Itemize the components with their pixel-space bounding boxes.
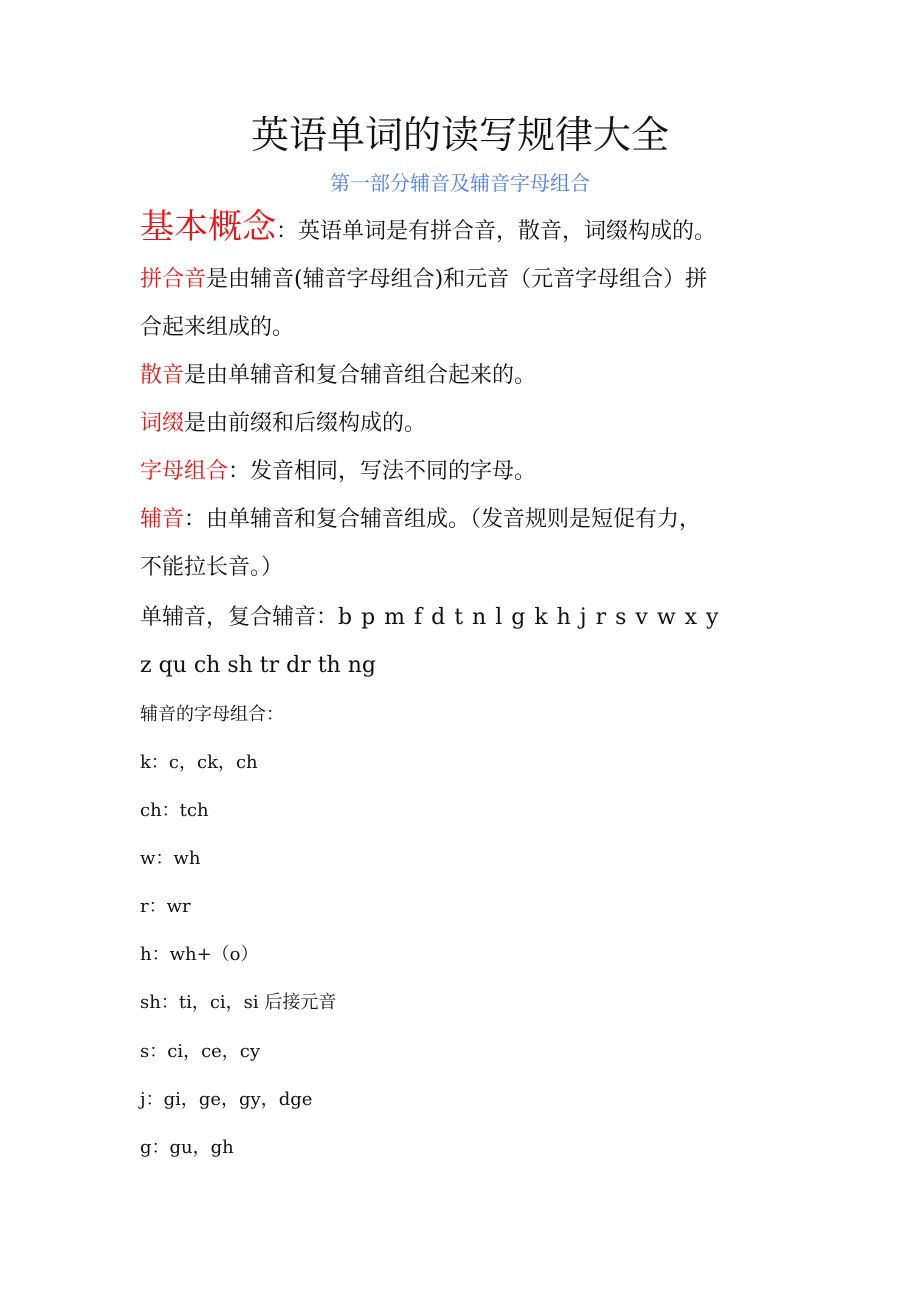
section-subtitle: 第一部分辅音及辅音字母组合 (330, 171, 590, 195)
term-label: 拼合音 (140, 267, 207, 292)
paragraph-text: z qu ch sh tr dr th ng (140, 653, 376, 678)
paragraph (140, 361, 536, 391)
paragraph (140, 651, 376, 681)
paragraph-text: 不能拉长音。） (140, 555, 284, 580)
paragraph (140, 265, 707, 295)
paragraph (140, 553, 283, 583)
term-label: 散音 (140, 363, 185, 388)
paragraph-basic-concept (140, 207, 717, 247)
paragraph (140, 409, 426, 439)
term-label: 基本概念 (140, 207, 276, 247)
term-label: 词缀 (140, 411, 185, 436)
paragraph-text: 是由前缀和后缀构成的。 (184, 411, 427, 436)
combo-item: r：wr (140, 896, 191, 917)
paragraph (140, 313, 294, 343)
paragraph-text: 合起来组成的。 (140, 315, 295, 340)
paragraph-text: 单辅音，复合辅音：b p m f d t n l g k h j r s v w x y (140, 605, 719, 630)
paragraph (140, 603, 719, 633)
term-label: 字母组合 (140, 459, 229, 484)
paragraph-text: ：英语单词是有拼合音，散音，词缀构成的。 (276, 219, 717, 244)
combo-item: g：gu，gh (140, 1137, 234, 1158)
combo-item: h：wh+（o） (140, 944, 259, 965)
combo-item: k：c，ck，ch (140, 752, 258, 773)
combo-item: w：wh (140, 848, 201, 869)
paragraph (140, 505, 701, 535)
paragraph-text: ：发音相同，写法不同的字母。 (228, 459, 537, 484)
paragraph-text: ：由单辅音和复合辅音组成。（发音规则是短促有力， (184, 507, 702, 532)
combo-item: s：ci，ce，cy (140, 1041, 261, 1062)
combo-item: ch：tch (140, 800, 209, 821)
paragraph (140, 457, 536, 487)
paragraph-text: 是由单辅音和复合辅音组合起来的。 (184, 363, 537, 388)
combos-heading: 辅音的字母组合： (140, 704, 284, 725)
term-label: 辅音 (140, 507, 185, 532)
document-title: 英语单词的读写规律大全 (250, 113, 669, 157)
paragraph-text: 是由辅音(辅音字母组合)和元音（元音字母组合）拼 (206, 267, 708, 292)
combo-item: j：gi，ge，gy，dge (140, 1089, 313, 1110)
combo-item: sh：ti，ci，si 后接元音 (140, 992, 337, 1013)
